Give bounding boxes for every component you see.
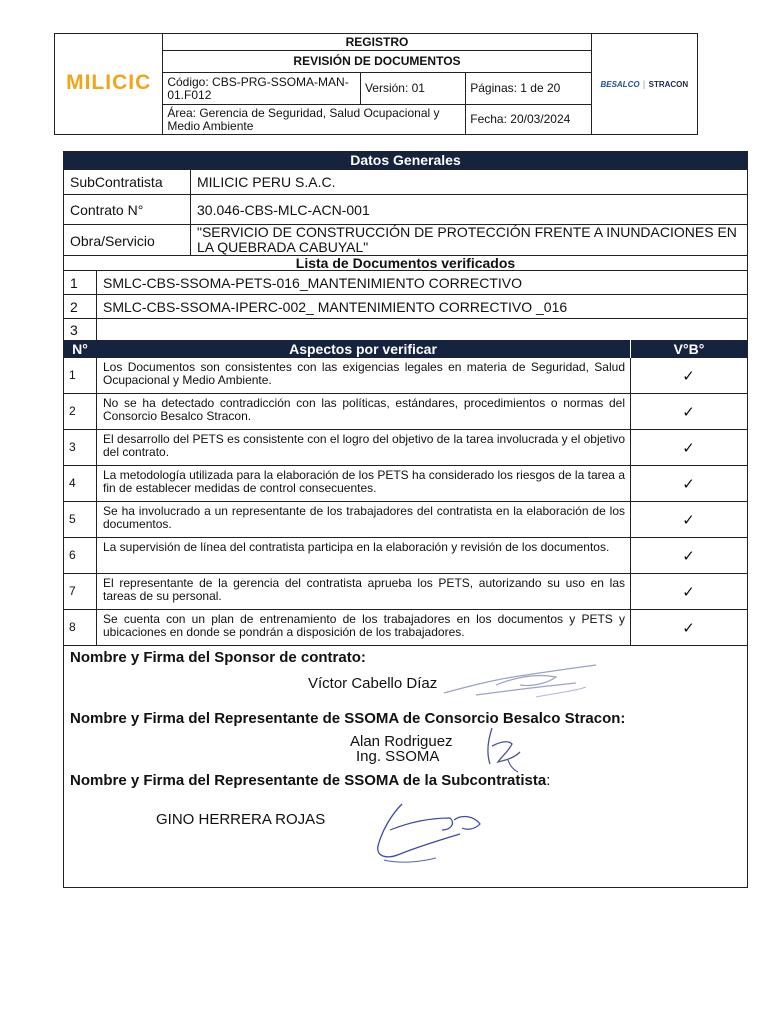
- docs-name: SMLC-CBS-SSOMA-PETS-016_MANTENIMIENTO CORRECTIVO: [103, 275, 523, 291]
- aspects-col-vb: V°B°: [630, 340, 747, 358]
- aspect-check-icon: ✓: [682, 620, 695, 637]
- docs-row: [64, 319, 747, 340]
- header-code: Código: CBS-PRG-SSOMA-MAN-01.F012: [163, 73, 361, 105]
- header-version: Versión: 01: [360, 73, 465, 105]
- aspect-row: [64, 610, 747, 646]
- ssoma-sub-title: Nombre y Firma del Representante de SSOMA de la Subcontratista: [70, 772, 547, 789]
- docs-number: 2: [70, 299, 78, 315]
- aspect-check-icon: ✓: [682, 368, 695, 385]
- docs-row: [64, 295, 747, 319]
- header-title-registro: REGISTRO: [163, 34, 591, 51]
- partner-logo-cell: BESALCO | STRACON: [591, 34, 697, 135]
- aspects-col-n: N°: [72, 341, 88, 357]
- docs-row: [64, 271, 747, 295]
- aspect-text: La supervisión de línea del contratista participa en la elaboración y revisión de los documentos.: [103, 540, 610, 554]
- aspect-number: 7: [69, 584, 76, 598]
- ssoma-cbs-role: Ing. SSOMA: [356, 748, 440, 765]
- general-label: SubContratista: [70, 174, 163, 190]
- general-row-subcontratista: [64, 169, 747, 195]
- aspect-number: 6: [69, 548, 76, 562]
- aspects-header: [64, 340, 747, 358]
- aspect-text: No se ha detectado contradicción con las políticas, estándares, procedimientos o normas del Consorcio Besalco Stracon.: [103, 396, 625, 423]
- general-label: Contrato N°: [70, 202, 144, 218]
- aspect-text: Los Documentos son consistentes con las exigencias legales en materia de Seguridad, Salud Ocupacional y Medio Ambiente.: [103, 360, 625, 387]
- general-row-obra: [64, 225, 747, 256]
- aspect-row: [64, 466, 747, 502]
- aspect-row: [64, 394, 747, 430]
- aspect-check-icon: ✓: [682, 584, 695, 601]
- aspect-number: 4: [69, 476, 76, 490]
- ssoma-sub-title-row: [70, 772, 550, 789]
- aspect-row: [64, 358, 747, 394]
- aspect-row: [64, 574, 747, 610]
- stracon-logo: STRACON: [648, 80, 689, 89]
- general-label: Obra/Servicio: [70, 233, 155, 249]
- docs-number: 1: [70, 275, 78, 291]
- general-value: "SERVICIO DE CONSTRUCCIÓN DE PROTECCIÓN FRENTE A INUNDACIONES EN LA QUEBRADA CABUYAL": [197, 224, 737, 255]
- aspect-row: [64, 538, 747, 574]
- header-area: Área: Gerencia de Seguridad, Salud Ocupacional y Medio Ambiente: [163, 105, 466, 135]
- ssoma-cbs-signature: [478, 722, 530, 778]
- docs-name: SMLC-CBS-SSOMA-IPERC-002_ MANTENIMIENTO CORRECTIVO _016: [103, 299, 568, 315]
- aspect-row: [64, 502, 747, 538]
- header-title-revision: REVISIÓN DE DOCUMENTOS: [163, 51, 591, 73]
- aspect-text: La metodología utilizada para la elaboración de los PETS ha considerado los riesgos de la tarea a fin de establecer medidas de control consecuentes.: [103, 468, 625, 495]
- aspect-check-icon: ✓: [682, 512, 695, 529]
- docs-heading: Lista de Documentos verificados: [64, 256, 747, 271]
- general-value: 30.046-CBS-MLC-ACN-001: [197, 202, 370, 218]
- aspect-number: 5: [69, 512, 76, 526]
- aspect-row: [64, 430, 747, 466]
- ssoma-sub-signature: [370, 800, 490, 868]
- general-data-heading: Datos Generales: [64, 152, 747, 169]
- aspect-text: El desarrollo del PETS es consistente con el logro del objetivo de la tarea involucrada y el objetivo del contrato.: [103, 432, 625, 459]
- milicic-logo-cell: [55, 34, 163, 135]
- besalco-logo: BESALCO: [600, 80, 640, 89]
- aspect-check-icon: ✓: [682, 404, 695, 421]
- sponsor-title: Nombre y Firma del Sponsor de contrato:: [70, 649, 366, 666]
- aspect-check-icon: ✓: [682, 548, 695, 565]
- milicic-logo: MILICIC: [66, 71, 152, 94]
- general-value: MILICIC PERU S.A.C.: [197, 174, 336, 190]
- review-form: [63, 151, 748, 888]
- aspect-number: 3: [69, 440, 76, 454]
- aspect-text: El representante de la gerencia del contratista aprueba los PETS, autorizando su uso en las tareas de su personal.: [103, 576, 625, 603]
- aspect-number: 2: [69, 404, 76, 418]
- aspects-col-aspect: Aspectos por verificar: [289, 341, 437, 357]
- ssoma-sub-colon: :: [546, 772, 551, 789]
- ssoma-sub-name: GINO HERRERA ROJAS: [156, 811, 326, 828]
- aspect-text: Se ha involucrado a un representante de los trabajadores del contratista en la elaboración de los documentos.: [103, 504, 625, 531]
- sponsor-signature: [436, 657, 606, 703]
- aspect-text: Se cuenta con un plan de entrenamiento de los trabajadores en los documentos y PETS y ubicaciones en donde se pondrán a disposición de los trabajadores.: [103, 612, 625, 639]
- ssoma-cbs-name: Alan Rodriguez: [350, 733, 453, 750]
- aspect-number: 8: [69, 620, 76, 634]
- document-header: [54, 33, 698, 135]
- sponsor-name: Víctor Cabello Díaz: [308, 675, 438, 692]
- ssoma-cbs-title: Nombre y Firma del Representante de SSOMA de Consorcio Besalco Stracon:: [70, 710, 626, 727]
- general-row-contrato: [64, 195, 747, 225]
- docs-number: 3: [70, 322, 78, 338]
- aspect-number: 1: [69, 368, 76, 382]
- aspect-check-icon: ✓: [682, 476, 695, 493]
- aspect-check-icon: ✓: [682, 440, 695, 457]
- header-pages: Páginas: 1 de 20: [466, 73, 591, 105]
- header-date: Fecha: 20/03/2024: [466, 105, 591, 135]
